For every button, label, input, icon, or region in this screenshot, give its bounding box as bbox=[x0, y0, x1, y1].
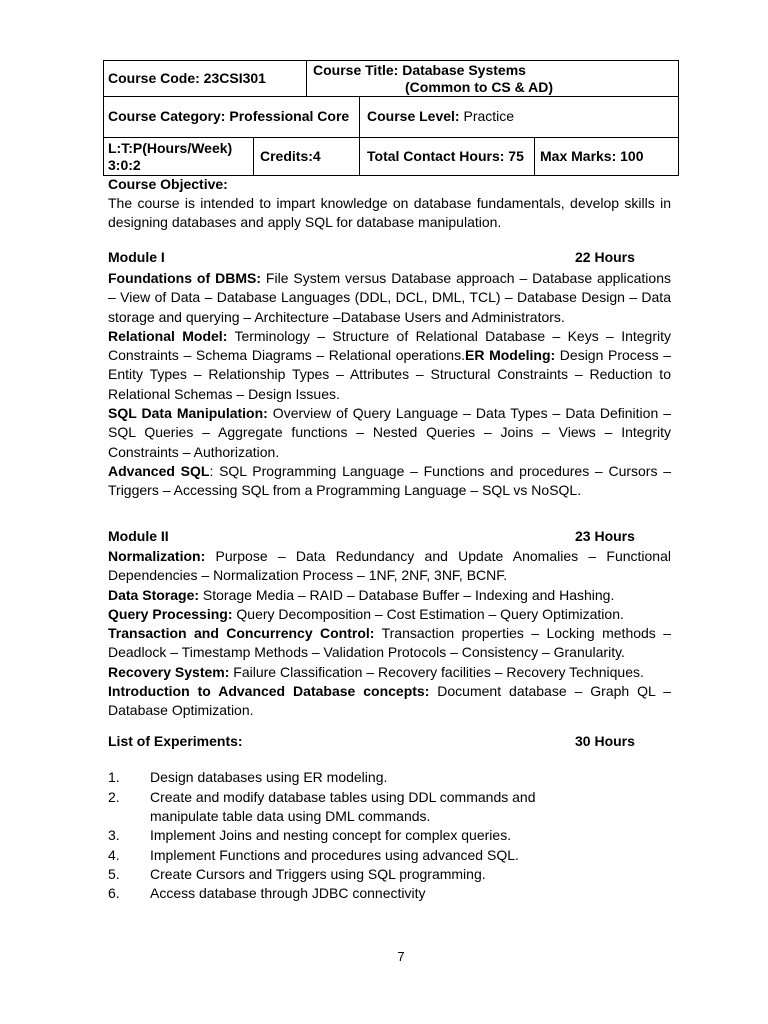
topic-text: Overview of Query Language – Data Types – Data Definition – bbox=[267, 405, 672, 422]
topic-text: – View of Data – Database Languages (DDL, DCL, DML, TCL) – Database Design – Data bbox=[108, 289, 671, 306]
topic-text: Database Optimization. bbox=[108, 702, 254, 719]
objective-line: designing databases and apply SQL for database manipulation. bbox=[108, 214, 502, 230]
topic-text: Constraints – Authorization. bbox=[108, 443, 280, 460]
course-level-label: Course Level: bbox=[367, 108, 460, 124]
experiments-title: List of Experiments: bbox=[108, 733, 243, 749]
table-row-divider bbox=[103, 96, 679, 97]
experiment-text: Implement Functions and procedures using advanced SQL. bbox=[150, 847, 519, 863]
max-marks: Max Marks: 100 bbox=[540, 148, 644, 164]
module-1-title: Module I bbox=[108, 249, 165, 265]
topic-text: Dependencies – Normalization Process – 1NF, 2NF, 3NF, BCNF. bbox=[108, 567, 508, 584]
topic-text: Entity Types – Relationship Types – Attributes – Structural Constraints – Reduction to bbox=[108, 366, 671, 383]
objective-line: The course is intended to impart knowledge on database fundamentals, develop skills in bbox=[108, 195, 671, 211]
topic-heading: ER Modeling: bbox=[464, 347, 556, 364]
topic-text: storage and querying – Architecture –Database Users and Administrators. bbox=[108, 308, 565, 325]
experiment-number: 6. bbox=[108, 885, 120, 901]
topic-text: Deadlock – Timestamp Methods – Validation Protocols – Consistency – Granularity. bbox=[108, 644, 625, 661]
topic-text: Document database – Graph QL – bbox=[429, 683, 671, 700]
topic-heading: Transaction and Concurrency Control: bbox=[108, 625, 375, 642]
topic-text: Query Decomposition – Cost Estimation – Query Optimization. bbox=[232, 605, 624, 622]
experiment-number: 3. bbox=[108, 827, 120, 843]
topic-text: Failure Classification – Recovery facilities – Recovery Techniques. bbox=[229, 663, 644, 680]
experiment-text: Create Cursors and Triggers using SQL programming. bbox=[150, 866, 486, 882]
experiment-number: 1. bbox=[108, 769, 120, 785]
experiments-hours: 30 Hours bbox=[575, 733, 635, 749]
page-number: 7 bbox=[397, 949, 405, 964]
objective-heading: Course Objective: bbox=[108, 176, 228, 192]
course-category: Course Category: Professional Core bbox=[108, 108, 350, 124]
table-col-divider bbox=[359, 137, 360, 176]
topic-heading: Foundations of DBMS: bbox=[108, 270, 261, 286]
table-row-divider bbox=[103, 137, 679, 138]
experiment-number: 5. bbox=[108, 866, 120, 882]
ltp-label: L:T:P(Hours/Week) bbox=[108, 140, 233, 156]
topic-text: : SQL Programming Language – Functions and procedures – Cursors – bbox=[209, 462, 671, 479]
topic-text: Terminology – Structure of Relational Database – Keys – Integrity bbox=[227, 327, 671, 344]
objective-text bbox=[108, 194, 671, 232]
experiment-number: 2. bbox=[108, 789, 120, 805]
course-level-value: Practice bbox=[463, 108, 515, 124]
course-title-subtitle: (Common to CS & AD) bbox=[405, 79, 554, 95]
total-contact-hours: Total Contact Hours: 75 bbox=[367, 148, 524, 164]
topic-heading: Introduction to Advanced Database concepts: bbox=[108, 683, 430, 700]
module-2-content bbox=[108, 547, 671, 721]
course-title: Course Title: Database Systems bbox=[313, 62, 526, 78]
course-code: Course Code: 23CSI301 bbox=[108, 70, 266, 86]
module-2-hours: 23 Hours bbox=[575, 528, 635, 544]
topic-heading: Data Storage: bbox=[108, 586, 200, 603]
topic-heading: Relational Model: bbox=[108, 327, 228, 344]
topic-heading: Normalization: bbox=[108, 548, 206, 564]
topic-text: Transaction properties – Locking methods – bbox=[374, 625, 671, 642]
module-2-title: Module II bbox=[108, 528, 169, 544]
experiment-text: Implement Joins and nesting concept for complex queries. bbox=[150, 827, 512, 843]
topic-heading: Query Processing: bbox=[108, 605, 233, 622]
topic-heading: Advanced SQL bbox=[108, 462, 210, 479]
course-level bbox=[367, 108, 514, 125]
table-col-divider bbox=[306, 60, 307, 97]
topic-text: Constraints – Schema Diagrams – Relational operations. bbox=[108, 347, 465, 364]
experiment-number: 4. bbox=[108, 847, 120, 863]
topic-heading: Recovery System: bbox=[108, 663, 230, 680]
experiment-text: manipulate table data using DML commands. bbox=[150, 808, 431, 824]
topic-text: Relational Schemas – Design Issues. bbox=[108, 385, 340, 402]
topic-text: Purpose – Data Redundancy and Update Anomalies – Functional bbox=[205, 548, 671, 564]
topic-text: SQL Queries – Aggregate functions – Nested Queries – Joins – Views – Integrity bbox=[108, 424, 671, 441]
experiment-text: Access database through JDBC connectivity bbox=[150, 885, 426, 901]
topic-text: Triggers – Accessing SQL from a Programming Language – SQL vs NoSQL. bbox=[108, 482, 582, 499]
ltp-value: 3:0:2 bbox=[108, 157, 141, 173]
module-1-hours: 22 Hours bbox=[575, 249, 635, 265]
table-col-divider bbox=[253, 137, 254, 176]
topic-text: Design Process – bbox=[555, 347, 672, 364]
credits: Credits:4 bbox=[260, 148, 321, 164]
topic-text: File System versus Database approach – Database applications bbox=[260, 270, 671, 286]
topic-text: Storage Media – RAID – Database Buffer – Indexing and Hashing. bbox=[199, 586, 615, 603]
experiment-text: Design databases using ER modeling. bbox=[150, 769, 388, 785]
topic-heading: SQL Data Manipulation: bbox=[108, 405, 268, 422]
table-col-divider bbox=[359, 96, 360, 137]
experiment-text: Create and modify database tables using DDL commands and bbox=[150, 789, 536, 805]
table-col-divider bbox=[534, 137, 535, 176]
module-1-content bbox=[108, 269, 671, 501]
